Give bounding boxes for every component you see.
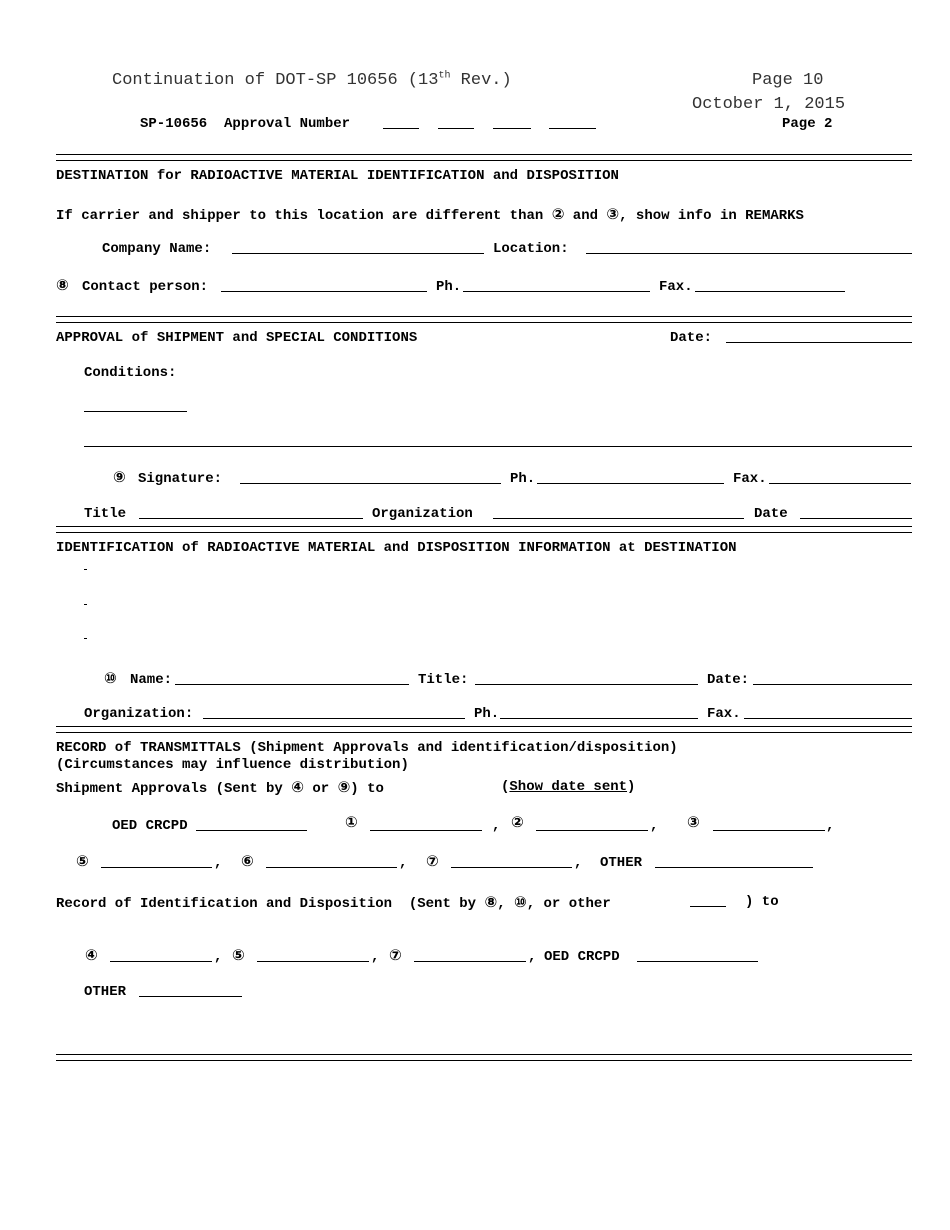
contact-person-field[interactable] xyxy=(221,291,427,292)
sa-2-date-field[interactable] xyxy=(536,830,648,831)
blank-line-marker xyxy=(84,604,87,605)
section-divider xyxy=(56,316,912,323)
circled-3-icon: ③ xyxy=(606,205,620,223)
rec-oed-crcpd-label: OED CRCPD xyxy=(544,949,620,965)
approval-number-field-1[interactable] xyxy=(383,128,419,129)
circled-3-icon: ③ xyxy=(687,813,700,831)
circled-1-icon: ① xyxy=(345,813,358,831)
contact-person-label: Contact person: xyxy=(82,279,209,295)
sa-5-date-field[interactable] xyxy=(101,867,212,868)
comma: , xyxy=(574,855,583,871)
approval-date-field[interactable] xyxy=(726,342,912,343)
circled-2-icon: ② xyxy=(511,813,524,831)
page-2-label: Page 2 xyxy=(782,116,833,132)
approval-fax-label: Fax. xyxy=(733,471,767,487)
circled-2-icon: ② xyxy=(551,205,565,223)
approver-organization-label: Organization xyxy=(372,506,473,522)
shipment-approvals-label: Shipment Approvals (Sent by ④ or ⑨) to xyxy=(56,778,384,797)
comma: , xyxy=(371,949,380,965)
approval-number-label: SP-10656 Approval Number xyxy=(140,116,351,132)
sa-7-date-field[interactable] xyxy=(451,867,572,868)
approver-date-field[interactable] xyxy=(800,518,912,519)
circled-7-icon: ⑦ xyxy=(389,946,402,964)
circled-10-icon: ⑩ xyxy=(514,893,527,911)
location-label: Location: xyxy=(493,241,569,257)
section-divider xyxy=(56,1054,912,1061)
location-field[interactable] xyxy=(586,253,912,254)
conditions-label: Conditions: xyxy=(84,365,177,381)
blank-line-marker xyxy=(84,569,87,570)
record-other-sender-field[interactable] xyxy=(690,906,726,907)
circled-4-icon: ④ xyxy=(291,778,304,796)
destination-section-title: DESTINATION for RADIOACTIVE MATERIAL IDENTIFICATION and DISPOSITION xyxy=(56,168,619,184)
sa-other-label: OTHER xyxy=(600,855,643,871)
page-label: Page 10 xyxy=(752,71,824,90)
signature-label: Signature: xyxy=(138,471,223,487)
section-divider xyxy=(56,154,912,161)
section-divider xyxy=(56,526,912,533)
comma: , xyxy=(826,818,835,834)
circled-10-icon: ⑩ xyxy=(104,669,117,687)
transmittals-section-title: RECORD of TRANSMITTALS (Shipment Approvals and identification/disposition) xyxy=(56,740,678,756)
approval-number-field-4[interactable] xyxy=(549,128,596,129)
section-divider xyxy=(56,726,912,733)
destination-ph-label: Ph. xyxy=(436,279,462,295)
circled-8-icon: ⑧ xyxy=(484,893,498,911)
circled-9-icon: ⑨ xyxy=(337,778,351,796)
identifier-ph-field[interactable] xyxy=(500,718,698,719)
comma: , xyxy=(650,818,659,834)
rec-oed-crcpd-field[interactable] xyxy=(637,961,758,962)
comma: , xyxy=(492,818,501,834)
circled-6-icon: ⑥ xyxy=(241,852,254,870)
conditions-field-1[interactable] xyxy=(84,411,187,412)
identifier-name-label: Name: xyxy=(130,672,173,688)
continuation-title: Continuation of DOT-SP 10656 (13th Rev.) xyxy=(112,70,512,90)
approver-title-field[interactable] xyxy=(139,518,363,519)
record-to-label: ) to xyxy=(745,894,779,910)
approver-date-label: Date xyxy=(754,506,788,522)
approval-fax-field[interactable] xyxy=(769,483,911,484)
identifier-name-field[interactable] xyxy=(175,684,409,685)
destination-note: If carrier and shipper to this location are different than ② and ③, show info in REMARKS xyxy=(56,205,804,224)
company-name-field[interactable] xyxy=(232,253,484,254)
conditions-field-2[interactable] xyxy=(84,446,912,447)
identifier-fax-field[interactable] xyxy=(744,718,912,719)
company-name-label: Company Name: xyxy=(102,241,212,257)
rec-5-date-field[interactable] xyxy=(257,961,369,962)
rec-7-date-field[interactable] xyxy=(414,961,526,962)
identifier-date-field[interactable] xyxy=(753,684,912,685)
approval-number-field-2[interactable] xyxy=(438,128,474,129)
identifier-date-label: Date: xyxy=(707,672,750,688)
oed-crcpd-label: OED CRCPD xyxy=(112,818,188,834)
comma: , xyxy=(528,949,537,965)
signature-field[interactable] xyxy=(240,483,501,484)
circled-9-icon: ⑨ xyxy=(113,468,126,486)
identifier-title-field[interactable] xyxy=(475,684,698,685)
approval-ph-field[interactable] xyxy=(537,483,724,484)
approval-section-title: APPROVAL of SHIPMENT and SPECIAL CONDITIONS xyxy=(56,330,418,346)
approver-title-label: Title xyxy=(84,506,127,522)
destination-fax-label: Fax. xyxy=(659,279,693,295)
circled-8-icon: ⑧ xyxy=(56,276,69,294)
show-date-sent-note: (Show date sent) xyxy=(501,779,636,795)
rec-other-label: OTHER xyxy=(84,984,127,1000)
identifier-title-label: Title: xyxy=(418,672,469,688)
circled-5-icon: ⑤ xyxy=(76,852,89,870)
sa-3-date-field[interactable] xyxy=(713,830,825,831)
record-identification-label: Record of Identification and Disposition (Sent by ⑧, ⑩, or other xyxy=(56,893,611,912)
rec-4-date-field[interactable] xyxy=(110,961,212,962)
sa-oed-crcpd-date-field[interactable] xyxy=(196,830,307,831)
circled-4-icon: ④ xyxy=(85,946,98,964)
comma: , xyxy=(399,855,408,871)
identifier-organization-field[interactable] xyxy=(203,718,465,719)
approval-number-field-3[interactable] xyxy=(493,128,531,129)
sa-1-date-field[interactable] xyxy=(370,830,482,831)
circled-5-icon: ⑤ xyxy=(232,946,245,964)
identification-section-title: IDENTIFICATION of RADIOACTIVE MATERIAL and DISPOSITION INFORMATION at DESTINATION xyxy=(56,540,737,556)
approval-date-label: Date: xyxy=(670,330,713,346)
circled-7-icon: ⑦ xyxy=(426,852,439,870)
sa-6-date-field[interactable] xyxy=(266,867,397,868)
identifier-ph-label: Ph. xyxy=(474,706,500,722)
identifier-organization-label: Organization: xyxy=(84,706,194,722)
sa-other-field[interactable] xyxy=(655,867,813,868)
identifier-fax-label: Fax. xyxy=(707,706,741,722)
transmittals-subtitle: (Circumstances may influence distribution) xyxy=(56,757,409,773)
revision-date: October 1, 2015 xyxy=(692,95,846,114)
approver-organization-field[interactable] xyxy=(493,518,744,519)
comma: , xyxy=(214,949,223,965)
blank-line-marker xyxy=(84,638,87,639)
rec-other-field[interactable] xyxy=(139,996,242,997)
comma: , xyxy=(214,855,223,871)
destination-ph-field[interactable] xyxy=(463,291,650,292)
destination-fax-field[interactable] xyxy=(695,291,845,292)
approval-ph-label: Ph. xyxy=(510,471,536,487)
